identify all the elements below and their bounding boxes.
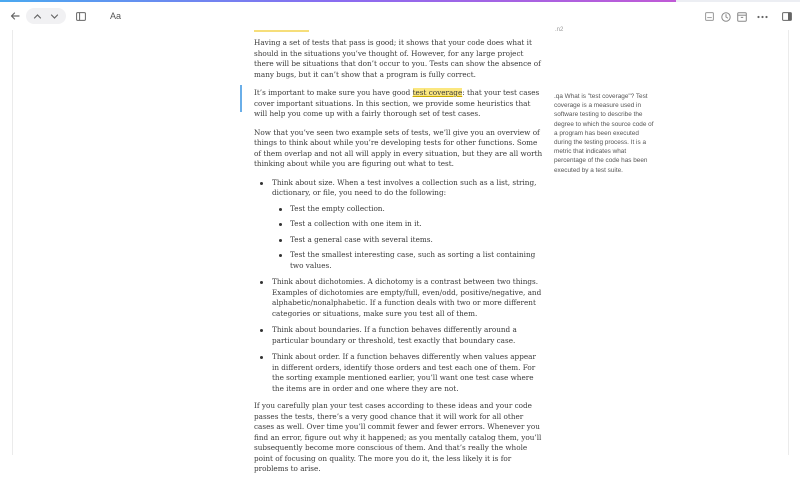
more-options-button[interactable] [756, 11, 768, 22]
notes-button[interactable] [704, 11, 715, 22]
archive-icon [737, 12, 747, 22]
list-item: Test a collection with one item in it. [290, 219, 544, 230]
next-button[interactable] [50, 12, 59, 21]
more-dots-icon [757, 15, 768, 19]
chevron-up-icon [33, 12, 42, 21]
font-settings-button[interactable]: Aa [110, 11, 122, 21]
annotation-marker: .n2 [555, 27, 564, 33]
paragraph: Now that you’ve seen two example sets of tests, we’ll give you an overview of things to think about while you’re developing tests for other functions. Some of them overlap and not all will apply in every situation, but they are all worth thinking about while you are figuring out what to test. [254, 127, 543, 168]
list-item: Think about dichotomies. A dichotomy is a contrast between two things. Examples of dichotomies are empty/full, even/odd, positive/negative, and alphabetic/nonalphabetic. If a function deals with two or more different categories or situations, make sure you test all of them. [272, 277, 544, 319]
arrow-left-icon [10, 11, 20, 21]
page-nav-group [26, 8, 66, 24]
list-item: Think about order. If a function behaves differently when values appear in different orders, identify those orders and test each one of them. For the sorting example mentioned earlier, you’ll want one test case where the items are in order and one where they are not. [272, 352, 544, 394]
paragraph: If you carefully plan your test cases according to these ideas and your code passes the tests, there’s a very good chance that it will work for all other cases as well. Over time you’ll commit fewer and fewer errors. Whenever you find an error, figure out why it happened; as you mentally catalog them, you’ll subsequently become more conscious of them. And that’s really the whole point of focusing on quality. The more you do it, the less likely it is for problems to arise. [254, 401, 542, 473]
right-margin-rule [788, 30, 789, 455]
list-item: Test the empty collection. [290, 204, 544, 215]
archive-button[interactable] [736, 11, 747, 22]
previous-button[interactable] [33, 12, 42, 21]
sidebar-toggle-button[interactable] [75, 10, 87, 22]
history-button[interactable] [720, 11, 731, 22]
sidebar-icon [76, 12, 86, 21]
right-panel-icon [782, 12, 792, 21]
note-indicator-bar[interactable] [240, 85, 242, 112]
left-margin-rule [12, 30, 13, 455]
notebook-panel-toggle-button[interactable] [781, 10, 793, 22]
list-item: Think about boundaries. If a function behaves differently around a particular boundary or threshold, test exactly that boundary case. [272, 325, 544, 346]
back-button[interactable] [8, 9, 22, 23]
list-item: Test a general case with several items. [290, 235, 544, 246]
previous-highlight-fragment[interactable] [254, 30, 309, 32]
size-sublist [272, 204, 544, 272]
margin-note[interactable]: .qa What is "test coverage"? Test coverage is a measure used in software testing to describe the degree to which the source code of a program has been executed during the testing process. It is a metric that indicates what percentage of the code has been executed by a test suite. [554, 93, 654, 174]
list-item: Think about size. When a test involves a collection such as a list, string, dictionary, or file, you need to do the following: Test the empty collection. Test a collection with one item in it. Test a general case with several items. Test the smallest interesting case, such as sorting a list containing two values. [272, 178, 544, 272]
clock-icon [721, 12, 731, 22]
paragraph-test-coverage: It’s important to make sure you have good test coverage: that your test cases cover important situations. In this section, we provide some heuristics that will help you come up with a fairly thorough set of test cases. [254, 88, 540, 118]
article-body [254, 38, 544, 483]
highlight-test-coverage[interactable]: test coverage [412, 88, 463, 97]
list-item: Test the smallest interesting case, such as sorting a list containing two values. [290, 250, 544, 271]
paragraph: Having a set of tests that pass is good; it shows that your code does what it should in the situations you’ve thought of. However, for any large project there will be situations that don’t occur to you. Tests can show the absence of many bugs, but it can’t show that a program is fully correct. [254, 38, 541, 79]
note-icon [705, 12, 714, 21]
heuristics-list [254, 178, 544, 395]
reader-toolbar [0, 2, 800, 30]
chevron-down-icon [50, 12, 59, 21]
